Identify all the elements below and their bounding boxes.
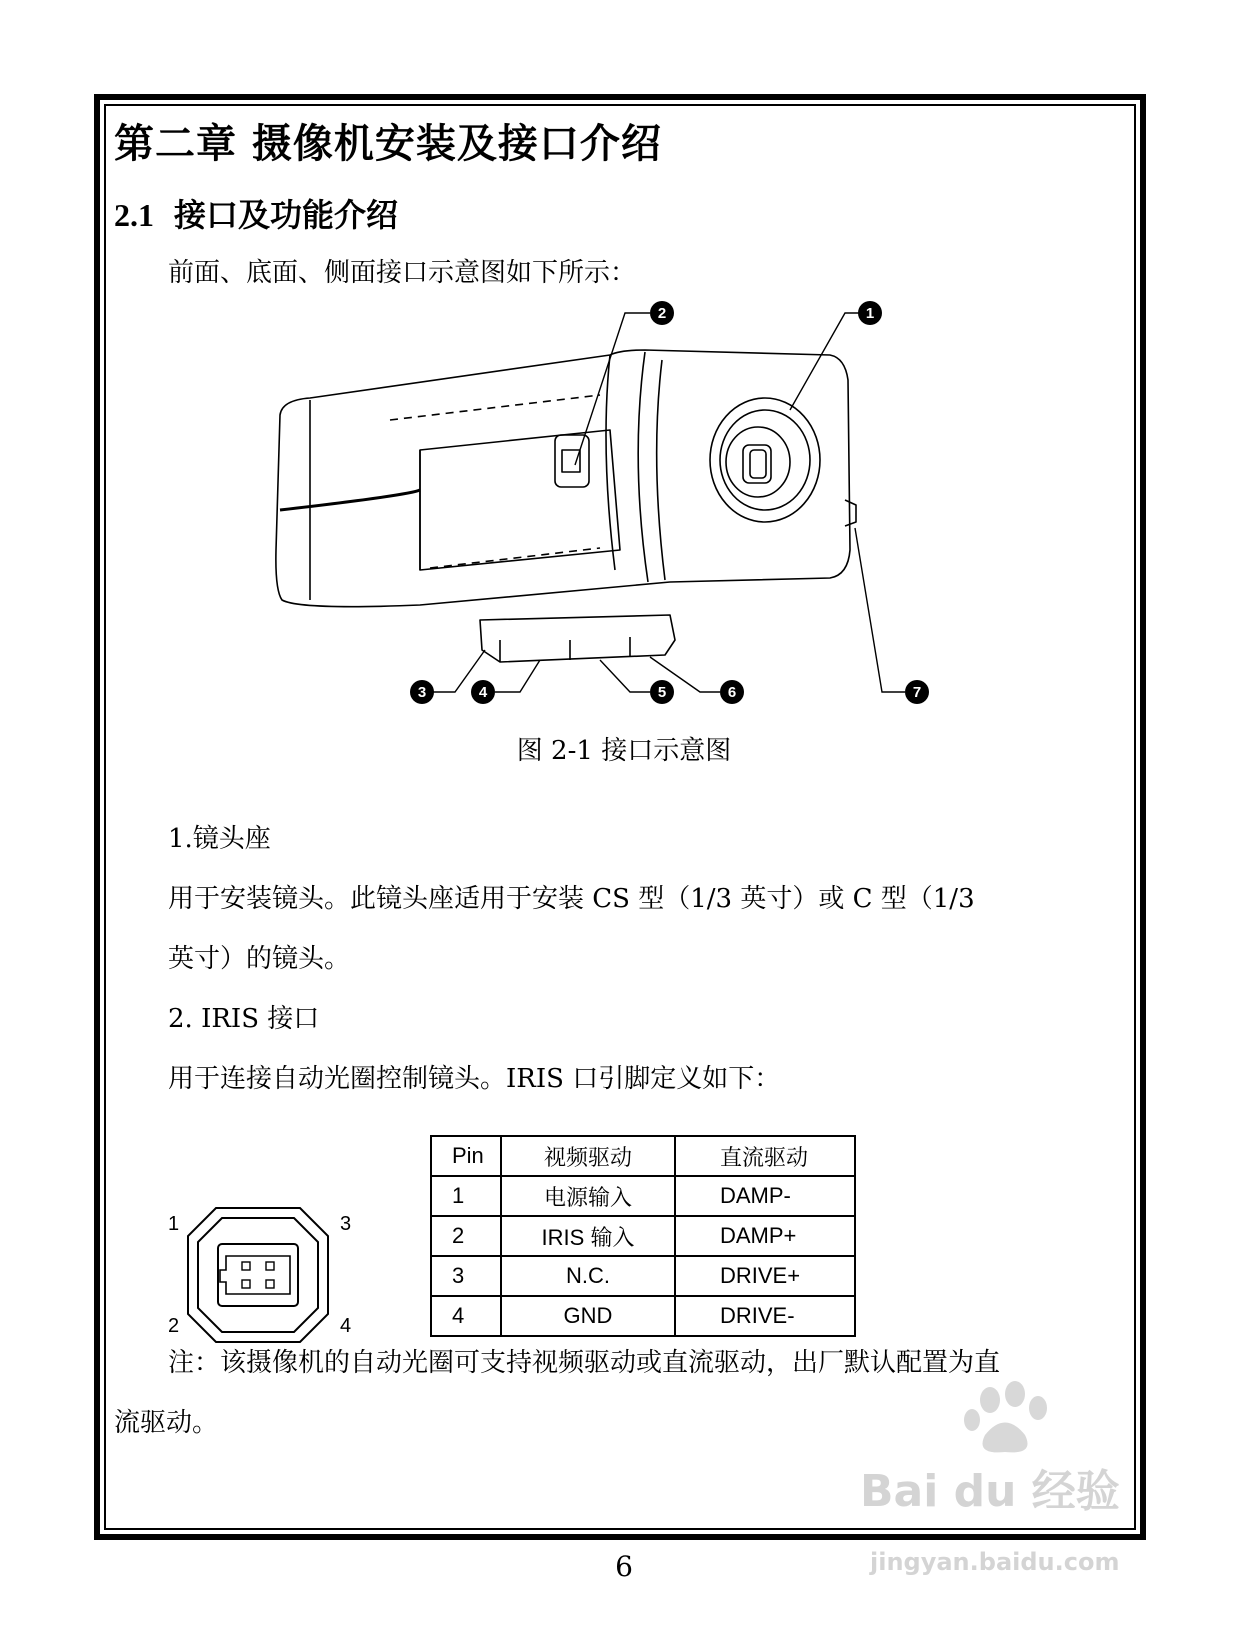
svg-text:1: 1: [865, 305, 875, 322]
video-drive-cell: N.C.: [501, 1256, 675, 1296]
svg-text:4: 4: [478, 684, 488, 701]
callout-6: [720, 680, 744, 704]
pin-label-1: 1: [168, 1213, 180, 1235]
svg-text:3: 3: [417, 684, 427, 701]
pin-label-2: 2: [168, 1315, 180, 1337]
dc-drive-cell: DAMP+: [675, 1216, 855, 1256]
table-row: [431, 1256, 855, 1296]
callout-3: [410, 680, 434, 704]
watermark-url: jingyan.baidu.com: [870, 1548, 1120, 1576]
dc-drive-cell: DAMP-: [675, 1176, 855, 1216]
video-drive-cell: GND: [501, 1296, 675, 1336]
video-drive-cell: IRIS 输入: [501, 1216, 675, 1256]
callout-1: [858, 301, 882, 325]
svg-text:2: 2: [657, 305, 667, 322]
section-title: 接口及功能介绍: [174, 196, 399, 234]
header-dc-drive: 直流驱动: [675, 1136, 855, 1176]
table-header-row: [431, 1136, 855, 1176]
item-1-title: 1.镜头座: [168, 824, 271, 854]
iris-pin-table: [430, 1135, 856, 1337]
item-1-text-line-2: 英寸）的镜头。: [168, 944, 351, 974]
video-drive-cell: 电源输入: [501, 1176, 675, 1216]
callout-2: [650, 301, 674, 325]
svg-text:7: 7: [912, 684, 922, 701]
callout-4: [471, 680, 495, 704]
table-row: [431, 1216, 855, 1256]
callout-7: [905, 680, 929, 704]
svg-text:5: 5: [657, 684, 667, 701]
camera-diagram: [270, 300, 970, 720]
pin-cell: 1: [431, 1176, 501, 1216]
section-number: 2.1: [114, 197, 154, 233]
item-1-text-line-1: 用于安装镜头。此镜头座适用于安装 CS 型（1/3 英寸）或 C 型（1/3: [168, 884, 975, 914]
pin-cell: 3: [431, 1256, 501, 1296]
section-heading: [114, 190, 398, 236]
camera-body-seam: [280, 490, 420, 510]
watermark-brand: Bai du 经验: [860, 1466, 1120, 1517]
paw-logo-icon: [960, 1380, 1060, 1460]
iris-port: [555, 435, 589, 487]
note-line-1: 注：该摄像机的自动光圈可支持视频驱动或直流驱动，出厂默认配置为直: [168, 1348, 1001, 1378]
dc-drive-cell: DRIVE-: [675, 1296, 855, 1336]
base-mount: [480, 615, 675, 662]
header-pin: Pin: [431, 1136, 501, 1176]
page-number: 6: [615, 1550, 633, 1583]
figure-caption: 图 2-1 接口示意图: [516, 736, 732, 766]
iris-connector-diagram: [168, 1200, 358, 1350]
pin-label-3: 3: [340, 1213, 352, 1235]
header-video-drive: 视频驱动: [501, 1136, 675, 1176]
table-row: [431, 1296, 855, 1336]
chapter-title: 第二章 摄像机安装及接口介绍: [114, 121, 662, 167]
item-2-text: 用于连接自动光圈控制镜头。IRIS 口引脚定义如下：: [168, 1064, 781, 1094]
intro-text: 前面、底面、侧面接口示意图如下所示：: [168, 258, 637, 288]
callout-5: [650, 680, 674, 704]
dc-drive-cell: DRIVE+: [675, 1256, 855, 1296]
svg-text:6: 6: [727, 684, 737, 701]
note-line-2: 流驱动。: [114, 1408, 219, 1438]
pin-label-4: 4: [340, 1315, 352, 1337]
item-2-title: 2. IRIS 接口: [168, 1004, 320, 1034]
table-row: [431, 1176, 855, 1216]
pin-cell: 2: [431, 1216, 501, 1256]
pin-cell: 4: [431, 1296, 501, 1336]
